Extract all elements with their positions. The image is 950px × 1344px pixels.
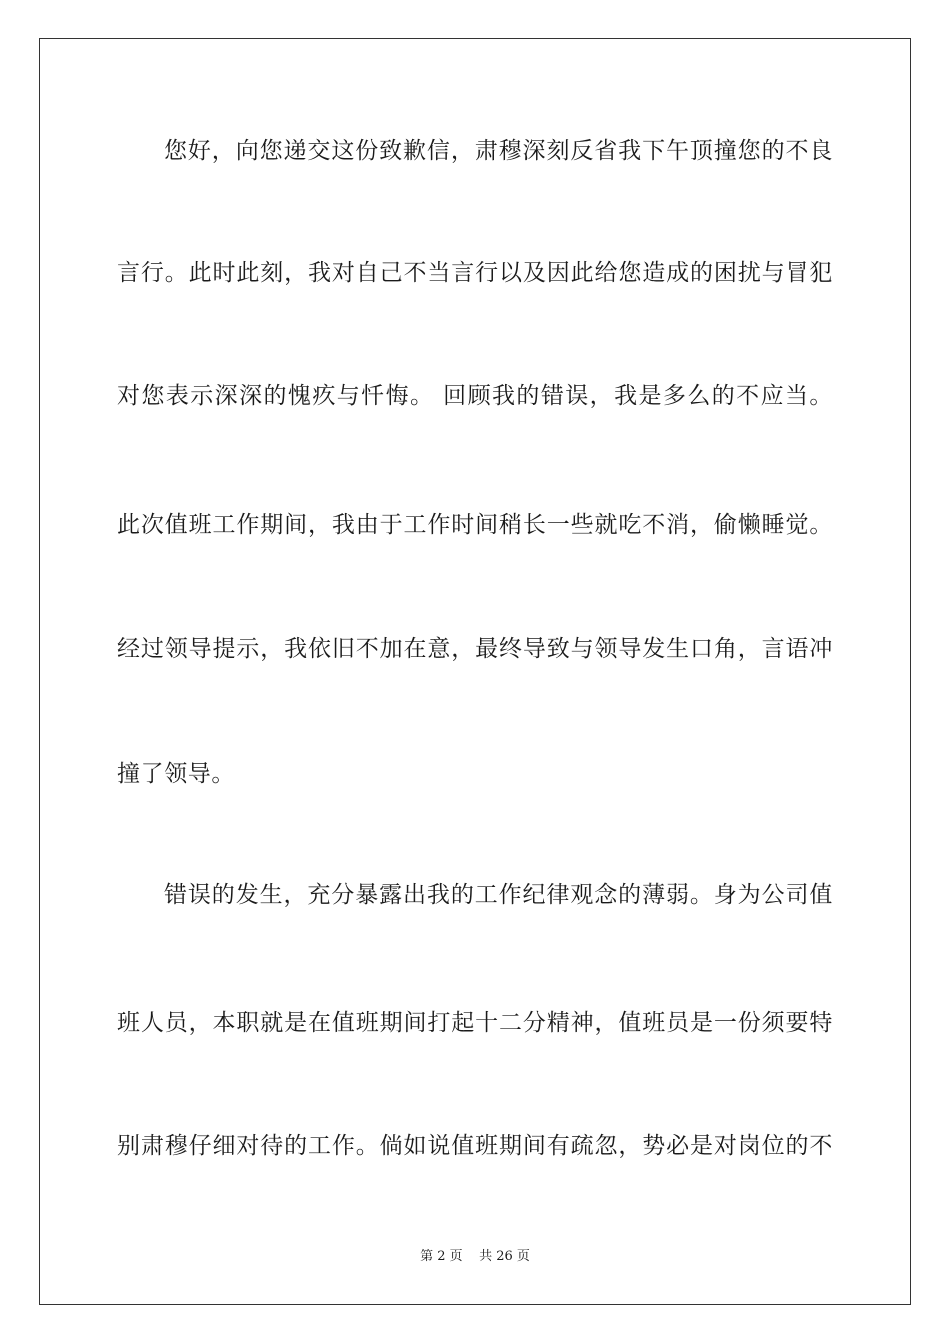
paragraph-2-line-2: 班人员，本职就是在值班期间打起十二分精神，值班员是一份须要特 [117,1010,833,1036]
paragraph-1-line-6: 撞了领导。 [117,761,235,787]
paragraph-2-line-1: 错误的发生，充分暴露出我的工作纪律观念的薄弱。身为公司值 [164,882,833,908]
page-number-footer: 第 2 页 共 26 页 [420,1249,530,1264]
paragraph-2-line-3: 别肃穆仔细对待的工作。倘如说值班期间有疏忽，势必是对岗位的不 [117,1133,833,1159]
paragraph-1-line-4: 此次值班工作期间，我由于工作时间稍长一些就吃不消，偷懒睡觉。 [117,512,833,538]
paragraph-1-line-2: 言行。此时此刻，我对自己不当言行以及因此给您造成的困扰与冒犯 [117,260,833,286]
paragraph-1-line-1: 您好，向您递交这份致歉信，肃穆深刻反省我下午顶撞您的不良 [164,138,833,164]
page-border [39,38,911,1305]
paragraph-1-line-5: 经过领导提示，我依旧不加在意，最终导致与领导发生口角，言语冲 [117,636,833,662]
paragraph-1-line-3: 对您表示深深的愧疚与忏悔。 回顾我的错误，我是多么的不应当。 [117,383,833,409]
